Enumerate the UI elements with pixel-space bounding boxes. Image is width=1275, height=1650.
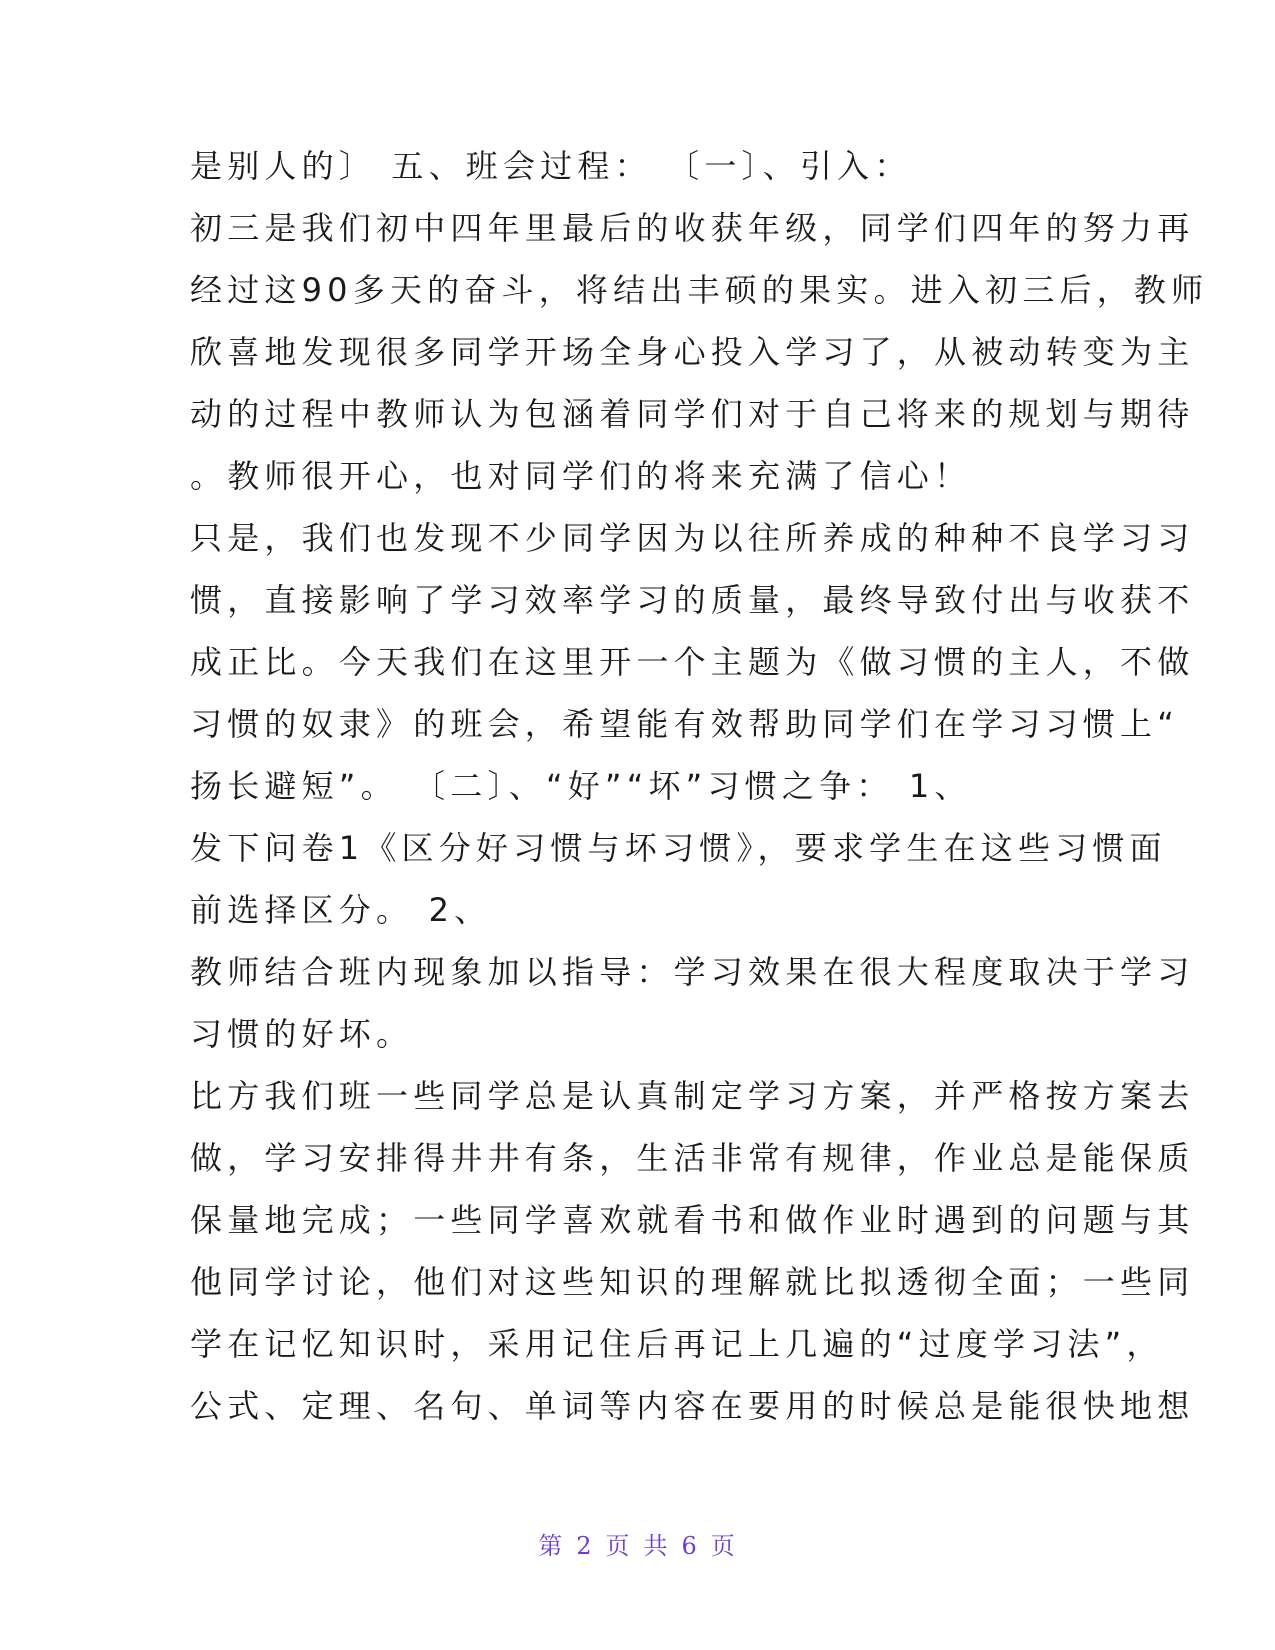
- body-line: 公式、定理、名句、单词等内容在要用的时候总是能很快地想: [190, 1387, 1195, 1425]
- body-line: 成正比。今天我们在这里开一个主题为《做习惯的主人，不做: [190, 643, 1195, 681]
- body-line: 只是，我们也发现不少同学因为以往所养成的种种不良学习习: [190, 519, 1195, 557]
- body-line: 前选择区分。 2、: [190, 891, 492, 929]
- body-line: 扬长避短”。 〔二〕、“好”“坏”习惯之争： 1、: [190, 767, 972, 805]
- body-line: 做，学习安排得井井有条，生活非常有规律，作业总是能保质: [190, 1139, 1195, 1177]
- body-line: 比方我们班一些同学总是认真制定学习方案，并严格按方案去: [190, 1077, 1195, 1115]
- body-line: 保量地完成；一些同学喜欢就看书和做作业时遇到的问题与其: [190, 1201, 1195, 1239]
- body-line: 惯，直接影响了学习效率学习的质量，最终导致付出与收获不: [190, 581, 1195, 619]
- body-line: 习惯的好坏。: [190, 1015, 414, 1053]
- body-line: 他同学讨论，他们对这些知识的理解就比拟透彻全面；一些同: [190, 1263, 1195, 1301]
- body-line: 初三是我们初中四年里最后的收获年级，同学们四年的努力再: [190, 209, 1195, 247]
- footer-total-unit: 页: [710, 1532, 737, 1560]
- body-line: 发下问卷1《区分好习惯与坏习惯》，要求学生在这些习惯面: [190, 829, 1167, 867]
- body-line: 学在记忆知识时，采用记住后再记上几遍的“过度学习法”，: [190, 1325, 1164, 1363]
- body-line: 。教师很开心，也对同学们的将来充满了信心！: [190, 457, 972, 495]
- body-line: 动的过程中教师认为包涵着同学们对于自己将来的规划与期待: [190, 395, 1195, 433]
- footer-current-page: 2: [576, 1532, 594, 1560]
- body-line: 欣喜地发现很多同学开场全身心投入学习了，从被动转变为主: [190, 333, 1195, 371]
- footer-page-unit: 页: [605, 1532, 632, 1560]
- footer-prefix: 第: [538, 1532, 565, 1560]
- footer-total-pages: 6: [681, 1532, 699, 1560]
- page-footer: [0, 1530, 1275, 1562]
- body-line: 习惯的奴隶》的班会，希望能有效帮助同学们在学习习惯上“: [190, 705, 1179, 743]
- body-line: 教师结合班内现象加以指导：学习效果在很大程度取决于学习: [190, 953, 1195, 991]
- body-line: 经过这90多天的奋斗，将结出丰硕的果实。进入初三后，教师: [190, 271, 1209, 309]
- body-line: 是别人的〕 五、班会过程： 〔一〕、引入：: [190, 147, 912, 185]
- footer-total-label: 共: [643, 1532, 670, 1560]
